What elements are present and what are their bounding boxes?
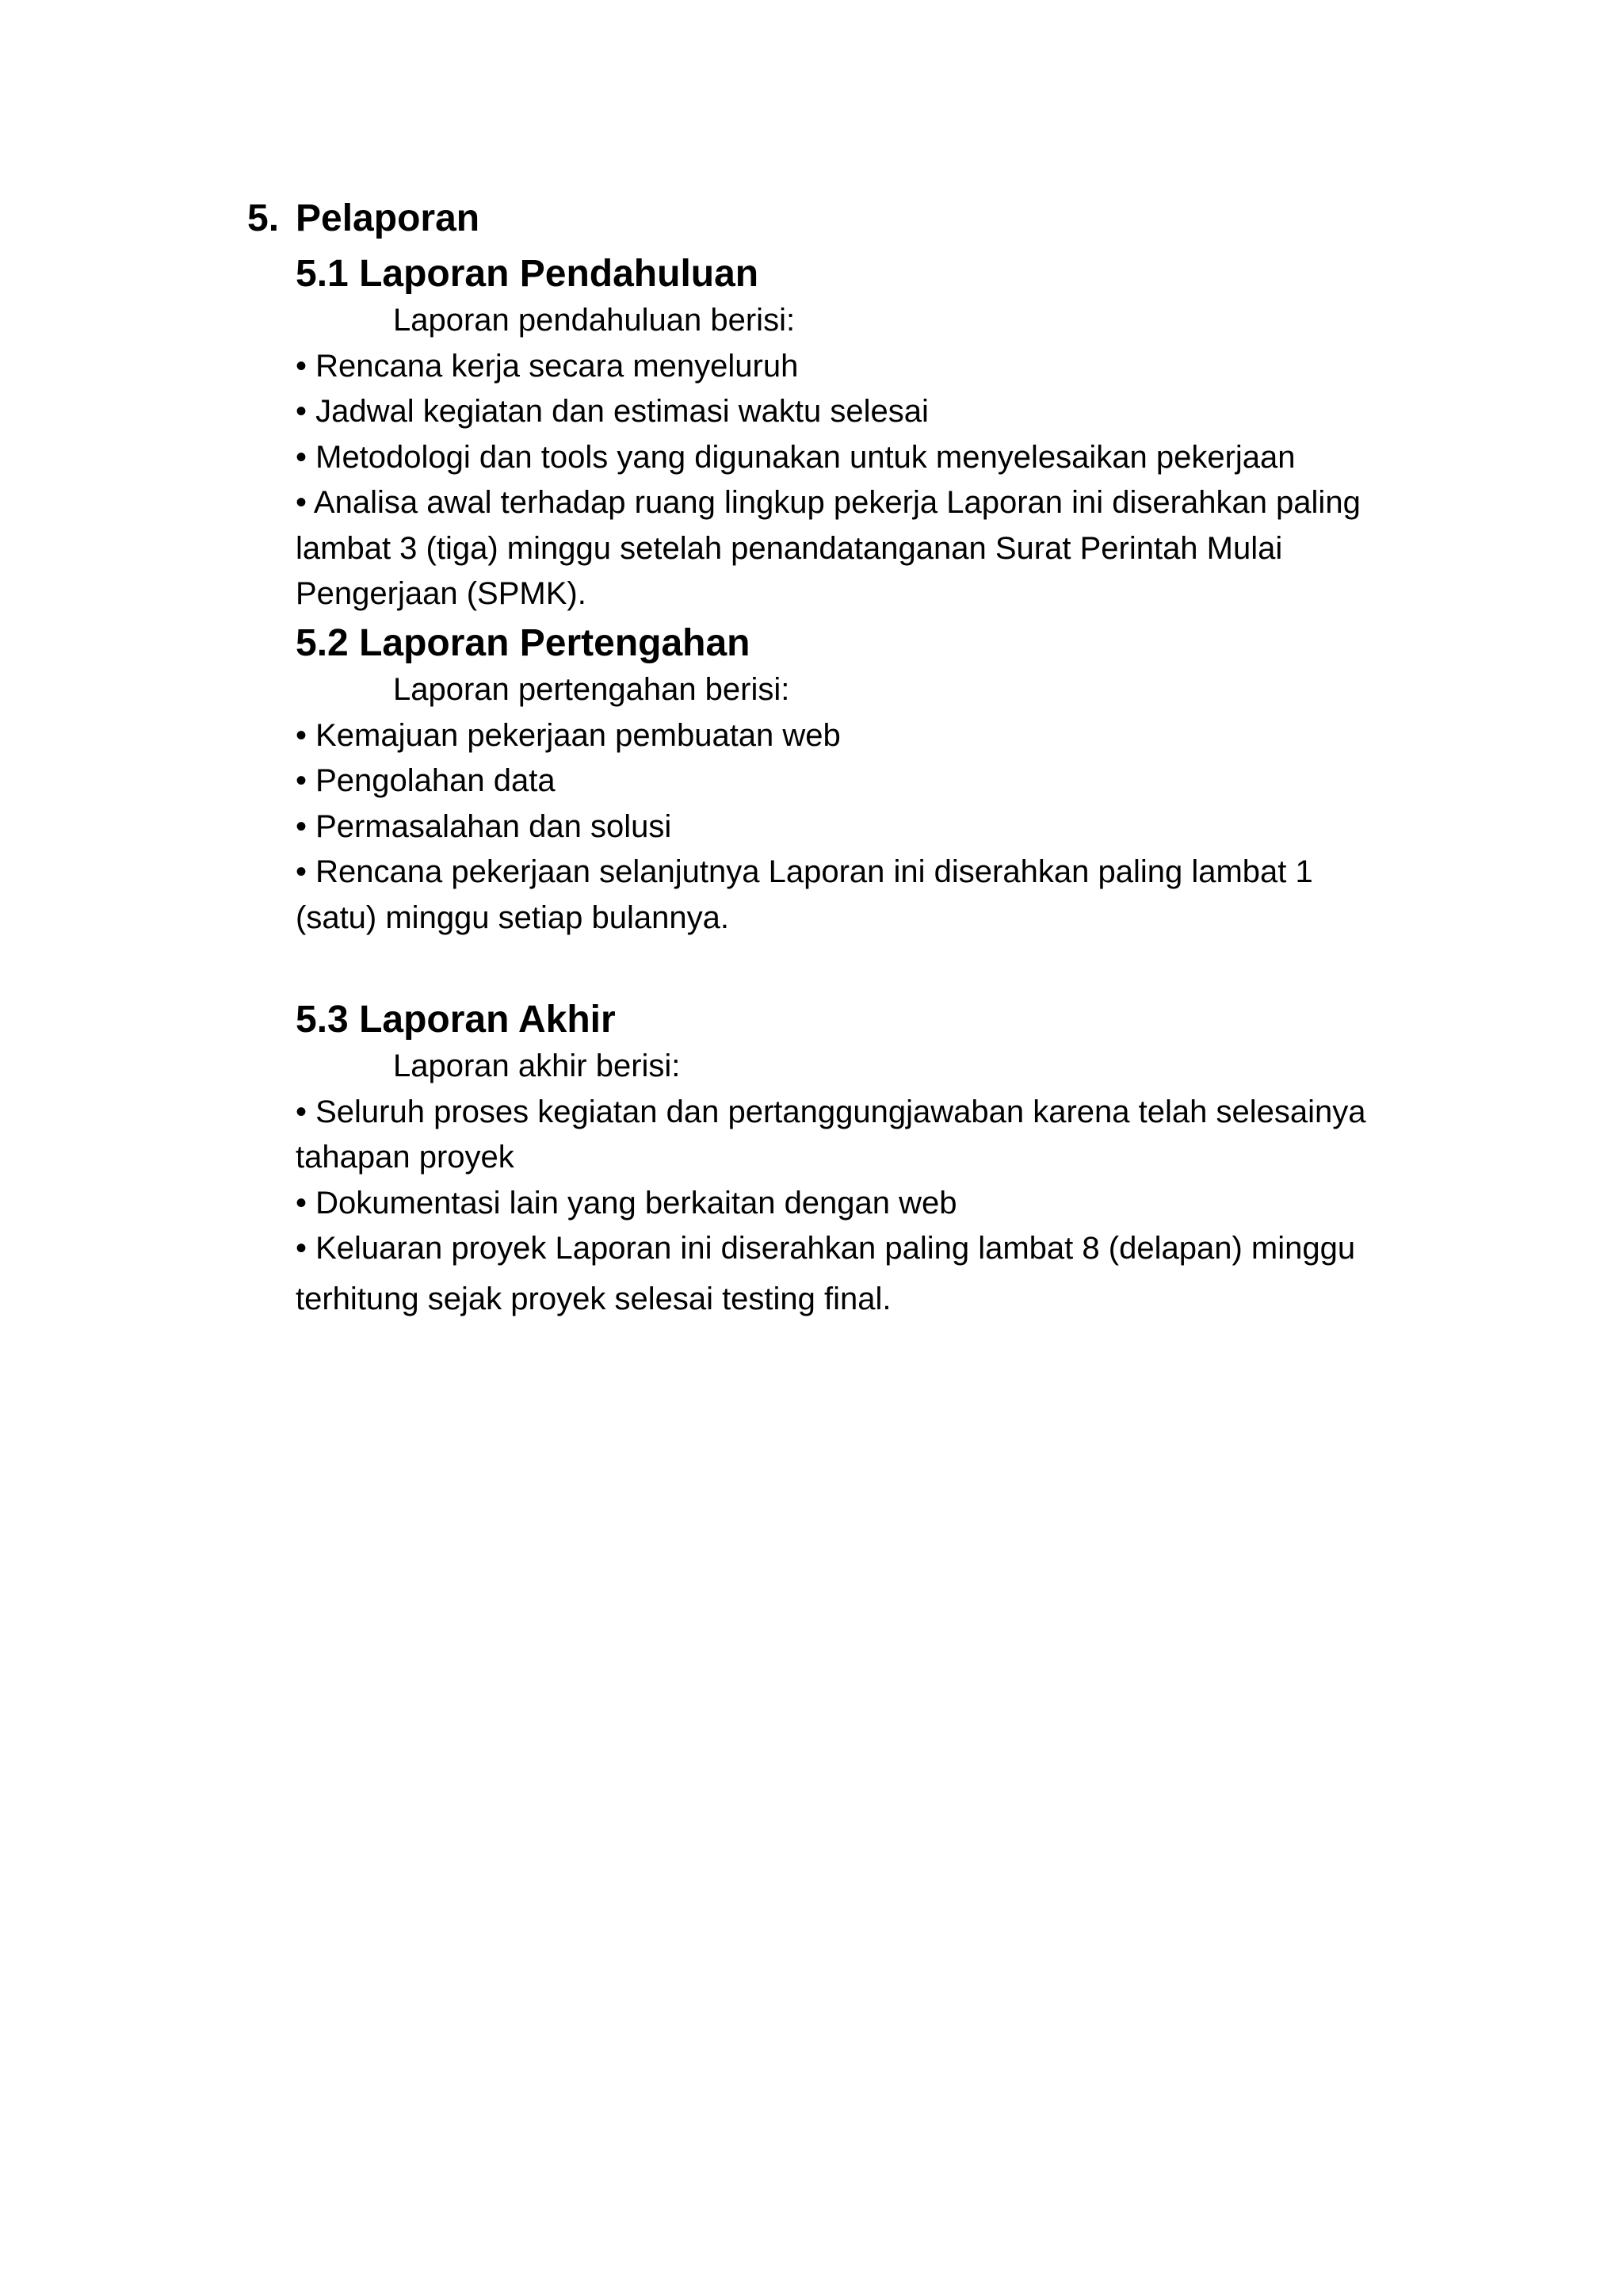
list-item-continuation: (satu) minggu setiap bulannya. xyxy=(296,900,729,935)
list-item-continuation: Pengerjaan (SPMK). xyxy=(296,576,586,611)
subsection-intro: Laporan pendahuluan berisi: xyxy=(393,303,796,338)
section-number: 5. xyxy=(247,197,280,239)
list-item: • Dokumentasi lain yang berkaitan dengan web xyxy=(296,1185,957,1221)
subsection-laporan-pendahuluan xyxy=(296,250,1421,617)
list-item: • Permasalahan dan solusi xyxy=(296,808,672,844)
list-item: • Rencana kerja secara menyeluruh xyxy=(296,348,799,384)
list-item: • Keluaran proyek Laporan ini diserahkan paling lambat 8 (delapan) minggu xyxy=(296,1231,1356,1266)
list-item: • Pengolahan data xyxy=(296,763,556,798)
list-item: • Rencana pekerjaan selanjutnya Laporan ini diserahkan paling lambat 1 xyxy=(296,854,1313,889)
subsection-laporan-akhir xyxy=(296,996,1421,1322)
subsection-intro: Laporan akhir berisi: xyxy=(393,1049,681,1083)
section-heading xyxy=(247,195,1436,243)
list-item: • Analisa awal terhadap ruang lingkup pekerja Laporan ini diserahkan paling xyxy=(296,485,1361,520)
subsection-heading: 5.2 Laporan Pertengahan xyxy=(296,622,750,664)
subsection-laporan-pertengahan xyxy=(296,620,1421,941)
subsection-intro: Laporan pertengahan berisi: xyxy=(393,672,790,707)
list-item: • Seluruh proses kegiatan dan pertanggungjawaban karena telah selesainya xyxy=(296,1094,1366,1129)
list-item: • Metodologi dan tools yang digunakan untuk menyelesaikan pekerjaan xyxy=(296,439,1296,475)
list-item: • Kemajuan pekerjaan pembuatan web xyxy=(296,717,841,753)
list-item: • Jadwal kegiatan dan estimasi waktu selesai xyxy=(296,394,929,429)
list-item-continuation: tahapan proyek xyxy=(296,1140,514,1175)
list-item-continuation: lambat 3 (tiga) minggu setelah penandatanganan Surat Perintah Mulai xyxy=(296,530,1283,566)
subsection-heading: 5.3 Laporan Akhir xyxy=(296,999,616,1041)
section-title: Pelaporan xyxy=(296,197,480,239)
subsection-heading: 5.1 Laporan Pendahuluan xyxy=(296,253,759,295)
list-item-continuation: terhitung sejak proyek selesai testing final. xyxy=(296,1281,892,1316)
